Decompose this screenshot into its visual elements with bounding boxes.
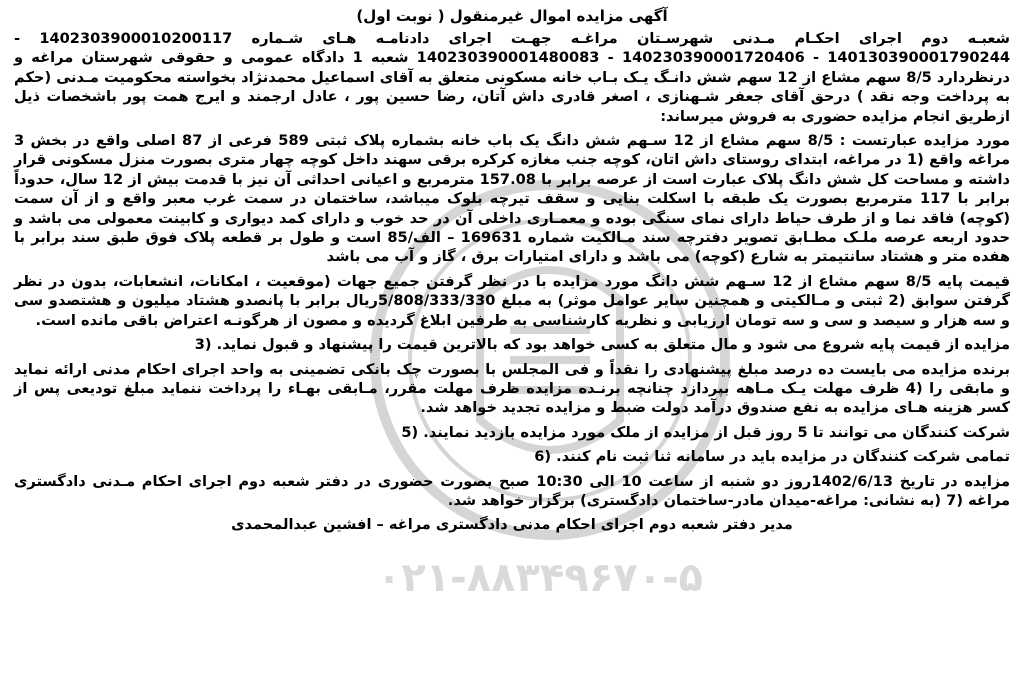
item-2: قیمت پایه 8/5 سهم مشاع از 12 سـهم شش دانگ مورد مزایده با در نظر گرفتن جمیع جهات (موقعیت ، امکانات، انشعابات، بدون در نظر گرفتن سوابق (2 ثبتی و مـالکیتی و همچنین سایر عوامل موثر) به مبلغ 5/808/333/330ریال برابر با پانصدو هشتاد میلیون و هشتصدو سی و سه هزار و سیصد و سی و سه تومان ارزیابی و نظریه کارشناسی به طرفین ابلاغ گردیده و مصون از هرگونـه اعتراض باقی مانده است. xyxy=(14,272,1011,329)
item-7: مزایده در تاریخ 1402/6/13روز دو شنبه از ساعت 10 الی 10:30 صبح بصورت حضوری در دفتر شعبه دوم اجرای احکام مـدنی دادگستری مراغه (7 (به نشانی: مراغه-میدان مادر-ساختمان دادگستری) برگزار خواهد شد. xyxy=(14,472,1010,509)
item-1: مورد مزایده عبارتست : 8/5 سهم مشاع از 12 سـهم شش دانگ یک باب خانه بشماره پلاک ثبتی 589 فرعی از 87 اصلی واقع در بخش 3 مراغه واقع (1 در مراغه، ابتدای روستای داش اتان، کوچه جنب مغازه کرکره برقی سهند داخل کوچه چهار متری بصورت منزل مسکونی قرار داشته و مساحت کل شش دانگ پلاک عبارت است از عرصه برابر با 157.08 مترمربع و اعیانی احداثی آن نیز با قدمت بیش از 12 سال، حدوداً برابر با 117 مترمربع بصورت یک طبقه با اسکلت بنایی و سقف تیرچه بلوک میباشد، ساختمان در سمت غرب معبر واقع و از آن سمت (کوچه) فاقد نما و از طرف حیاط دارای نمای سنگی بوده و معمـاری داخلی آن در حد خوب و دارای کمد دیواری و کابینت معمولی می باشد و حدود اربعه عرصه ملـک مطـابق تصویر دفترچه سند مـالکیت شماره 169631 – الف/85 است و طول بر قطعه پلاک فوق طبق سند برابر با هفده متر و هشتاد سانتیمتر به شارع (کوچه) می باشد و دارای امتیارات برق ، گاز و آب می باشد xyxy=(14,132,1010,266)
signature-line: مدیر دفتر شعبه دوم اجرای احکام مدنی دادگستری مراغه – افشین عبدالمحمدی xyxy=(231,516,793,534)
item-4: برنده مزایده می بایست ده درصد مبلغ پیشنهادی را نقداً و فی المجلس با بصورت چک بانکی تضمینی به واحد اجرای احکام مدنی ارائه نماید و مابقی را (4 ظرف مهلت یـک مـاهه بپردازد چنانچه برنـده مزایده ظرف مهلت مقرر، مـابقی بهـاء را پرداخت ننماید مبلغ تودیعی پس از کسر هزینه هـای مزایده به نفع صندوق درآمد دولت ضبط و مزایده تجدید خواهد شد. xyxy=(14,360,1010,417)
watermark-phone: ۰۲۱-۸۸۳۴۹۶۷۰-۵ xyxy=(376,555,704,601)
intro-paragraph: شعبـه دوم اجرای احکـام مـدنی شهرسـتان مراغـه جهـت اجرای دادنامـه هـای شـماره 140230390001020011‌7 - 140130390001790244 - 140230390001720406 - 140230390001480083 شعبه 1 دادگاه عمومی و حقوقی شهرستان مراغه و درنظردارد 8/5 سهم مشاع از 12 سهم شش دانـگ یـک بـاب خانه مسکونی متعلق به آقای اسماعیل محمدنژاد بخواسته محکومیت مـدنی (حکم به پرداخت وجه نقد ) درحق آقای جعفر شـهنازی ، اصغر قادری داش آتان، رضا حسین پور ، عادل ارجمند و ایرج همت پور باشخصات ذیل ازطریق انجام مزایده حضوری به فروش میرساند: xyxy=(14,30,1011,125)
item-6: تمامی شرکت کنندگان در مزایده باید در سامانه ثنا ثبت نام کنند. (6 xyxy=(534,448,1010,466)
item-5: شرکت کنندگان می توانند تا 5 روز قبل از مزایده از ملک مورد مزایده بازدید نمایند. (5 xyxy=(401,423,1010,441)
notice-title: آگهی مزایده اموال غیرمنقول ( نوبت اول) xyxy=(356,7,668,25)
item-3: مزایده از قیمت پایه شروع می شود و مال متعلق به کسی خواهد بود که بالاترین قیمت را پیشنهاد و قبول نماید. (3 xyxy=(194,336,1010,354)
